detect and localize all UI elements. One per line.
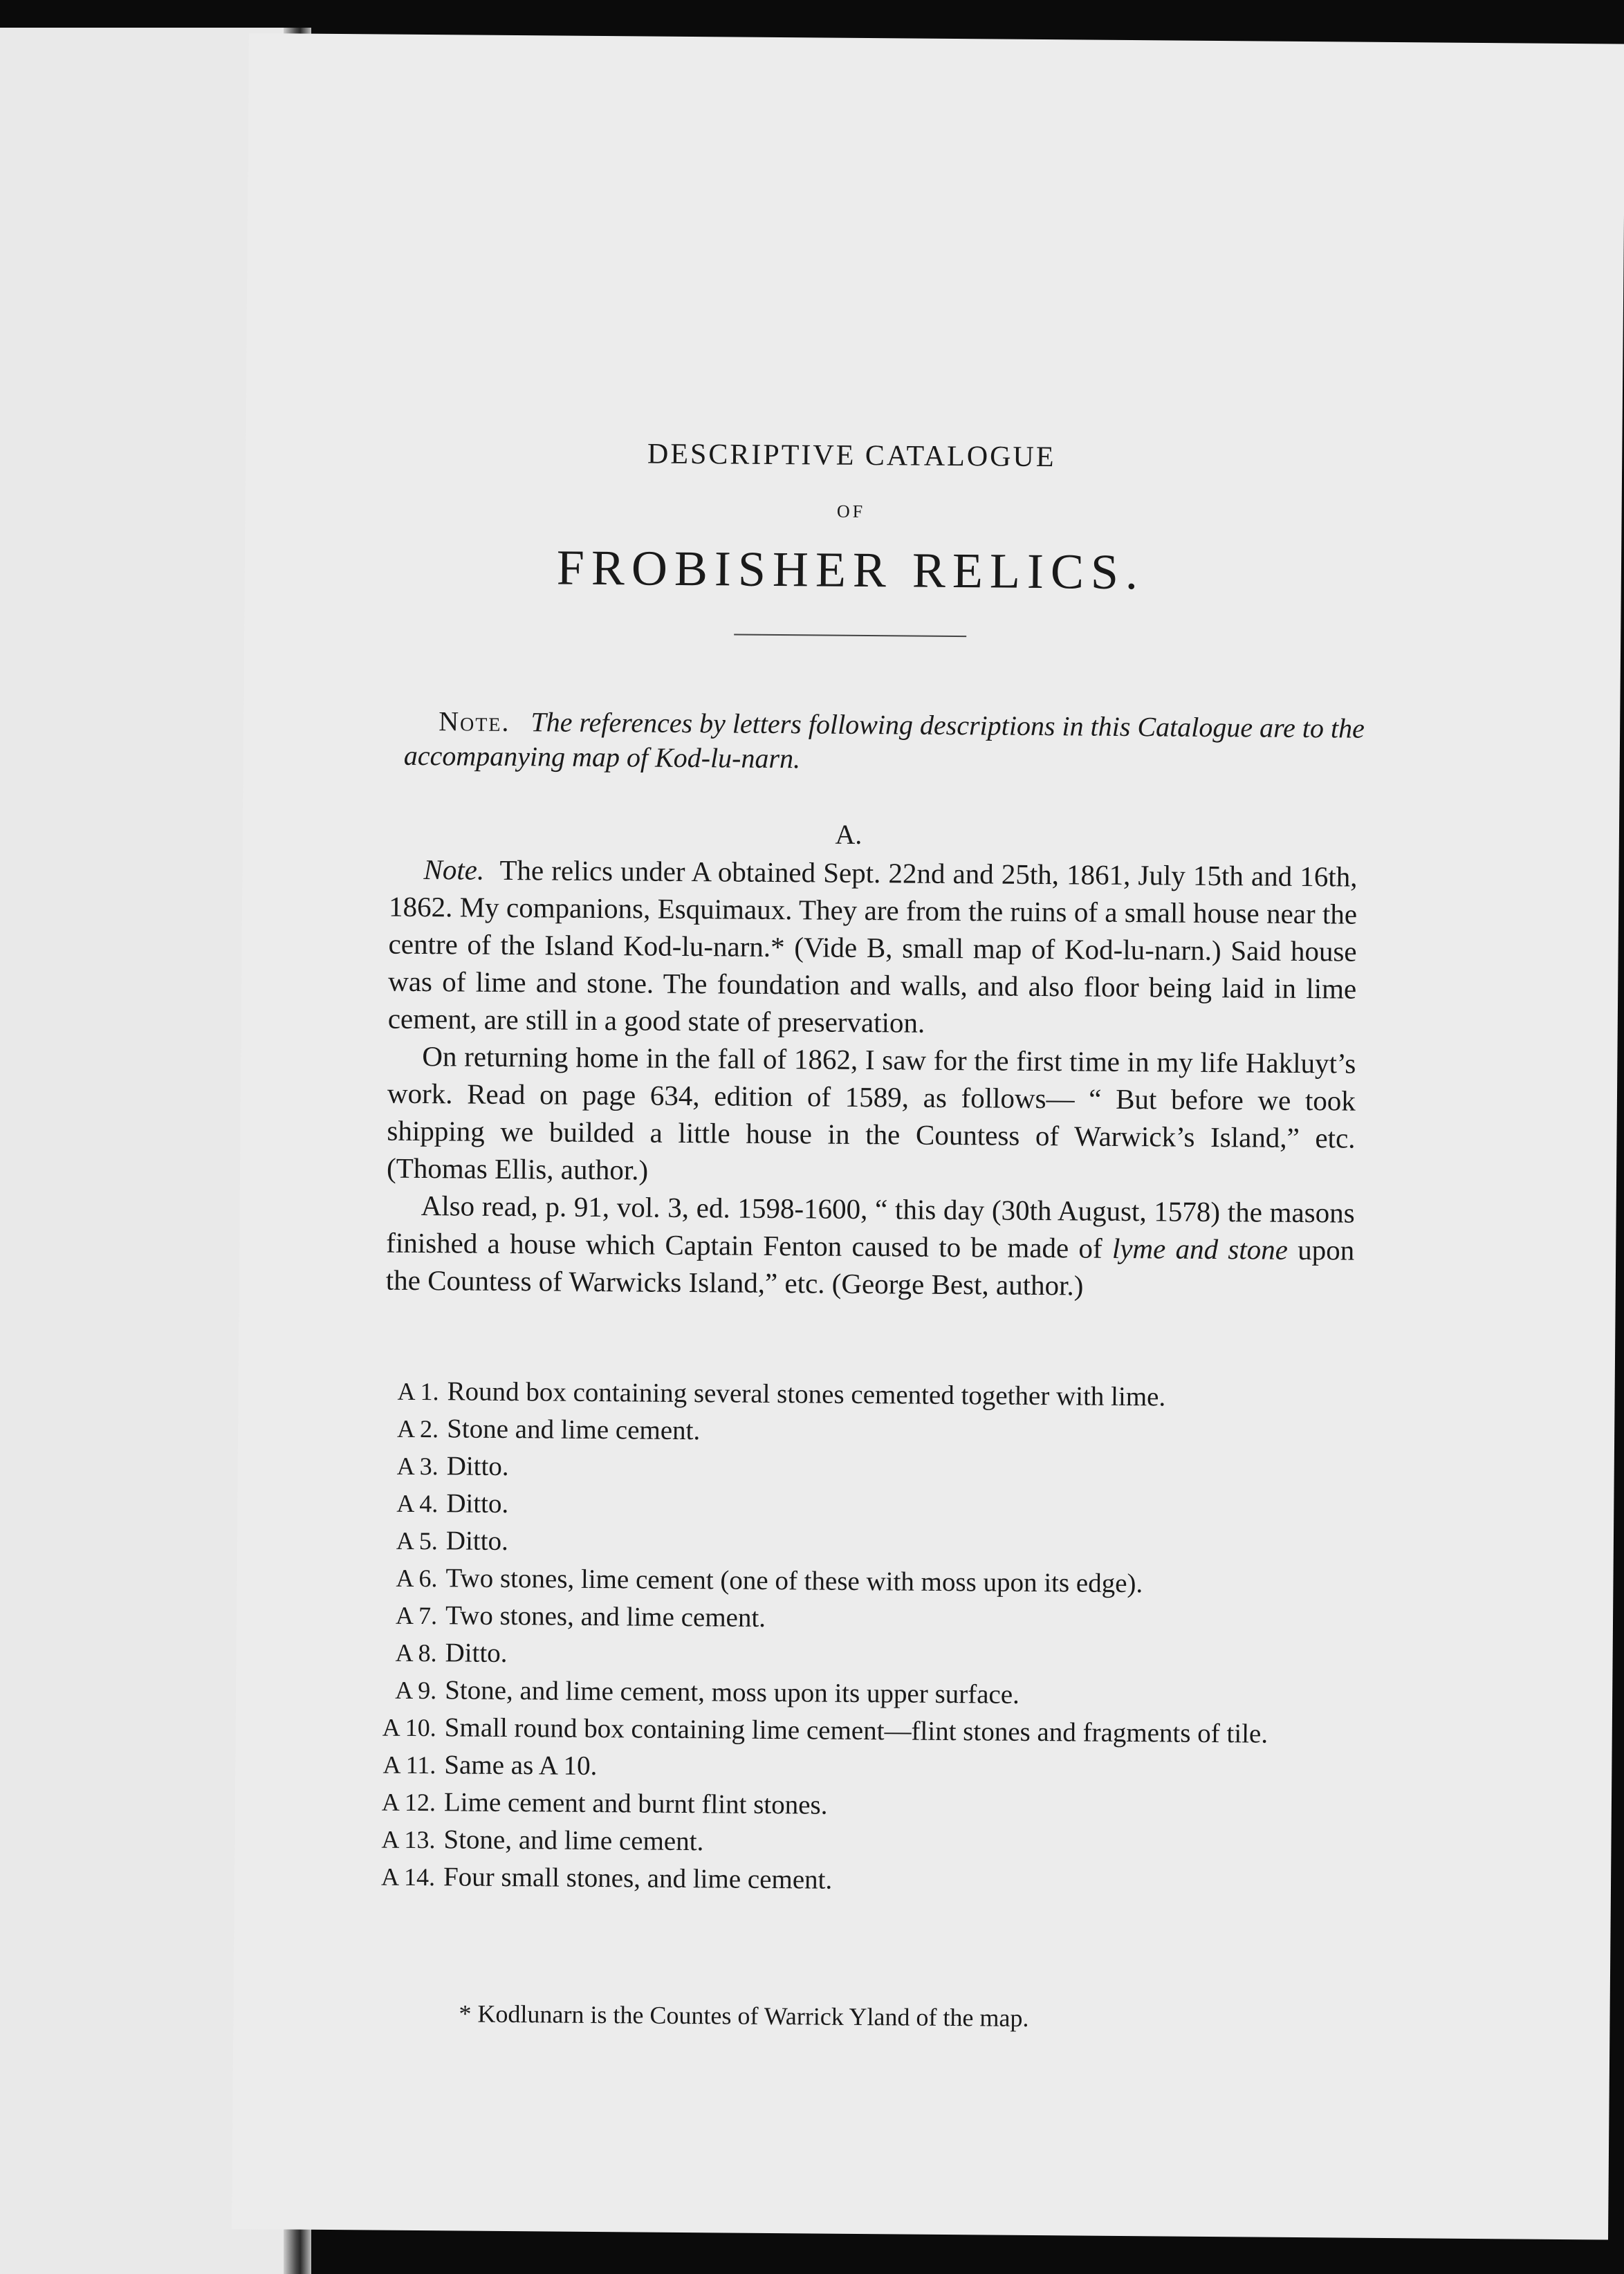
list-item — [369, 1409, 1338, 1454]
item-number: A 5. — [396, 1526, 439, 1555]
page-title: FROBISHER RELICS. — [556, 539, 1145, 600]
right-page — [232, 33, 1624, 2240]
item-text: Stone, and lime cement, moss upon its upper surface. — [445, 1675, 1020, 1710]
item-text: Stone and lime cement. — [446, 1414, 701, 1446]
item-number: A 12. — [381, 1788, 436, 1817]
section-body — [386, 851, 1358, 1306]
note-label: Note. — [439, 705, 510, 737]
footnote: * Kodlunarn is the Countes of Warrick Yland of the map. — [459, 1999, 1029, 2032]
reference-note — [404, 704, 1366, 781]
item-number: A 2. — [396, 1414, 439, 1443]
item-text: Two stones, and lime cement. — [445, 1600, 766, 1633]
list-item — [368, 1596, 1336, 1641]
item-number: A 8. — [395, 1638, 437, 1667]
item-number: A 1. — [397, 1377, 439, 1406]
item-number: A 3. — [396, 1452, 439, 1481]
of-heading: OF — [836, 501, 866, 522]
best-text-italic: lyme and stone — [1111, 1232, 1289, 1266]
item-number: A 4. — [396, 1489, 439, 1518]
item-number: A 14. — [380, 1862, 436, 1892]
best-paragraph — [386, 1187, 1355, 1306]
title-rule — [734, 634, 966, 638]
relic-list — [366, 1372, 1338, 1903]
section-heading: A. — [835, 818, 862, 850]
page-content — [371, 34, 1365, 2032]
item-text: Same as A 10. — [444, 1750, 598, 1782]
item-text: Four small stones, and lime cement. — [443, 1862, 833, 1895]
intro-text: The relics under A obtained Sept. 22nd and 25th, 1861, July 15th and 16th, 1862. My companions, Esquimaux. They are from the ruins of a small house near the centre of the Island Kod-lu-narn.* (Vide B, small map of Kod-lu-narn.) Said house was of lime and stone. The foundation and walls, and also floor being laid in lime cement, are still in a good state of preservation. — [387, 853, 1358, 1039]
hakluyt-paragraph: On returning home in the fall of 1862, I saw for the first time in my life Hakluyt’s work. Read on page 634, edition of 1589, as follows— “ But before we took shipping we builded a little house in the Countess of Warwick’s Island,” etc. (Thomas Ellis, author.) — [386, 1040, 1356, 1186]
item-text: Stone, and lime cement. — [443, 1824, 704, 1857]
item-text: Ditto. — [445, 1638, 508, 1669]
item-text: Ditto. — [446, 1451, 509, 1482]
item-number: A 9. — [395, 1676, 437, 1705]
item-number: A 7. — [395, 1601, 438, 1630]
item-text: Small round box containing lime cement—flint stones and fragments of tile. — [444, 1712, 1268, 1749]
item-text: Ditto. — [445, 1526, 508, 1557]
page-header — [366, 435, 1336, 640]
item-number: A 10. — [382, 1713, 436, 1742]
intro-paragraph — [388, 851, 1358, 1045]
note-text: The references by letters following descriptions in this Catalogue are to the accompanying map of Kod-lu-narn. — [403, 706, 1365, 775]
item-text: Two stones, lime cement (one of these with moss upon its edge). — [445, 1563, 1143, 1599]
best-text-start: Also read, p. 91, vol. 3, ed. 1598-1600, “ this day (30th August, 1578) the masons finished a house which Captain Fenton caused to be made of — [386, 1190, 1355, 1264]
catalogue-heading: DESCRIPTIVE CATALOGUE — [647, 438, 1056, 474]
item-text: Ditto. — [446, 1488, 509, 1519]
item-number: A 13. — [381, 1825, 436, 1854]
intro-label: Note. — [423, 853, 485, 886]
item-number: A 11. — [382, 1750, 436, 1780]
item-number: A 6. — [396, 1564, 438, 1593]
item-text: Lime cement and burnt flint stones. — [443, 1787, 828, 1820]
best-text-end: upon the Countess of Warwicks Island,” etc. (George Best, author.) — [385, 1233, 1355, 1302]
item-text: Round box containing several stones cemented together with lime. — [447, 1376, 1166, 1412]
list-item — [366, 1858, 1334, 1903]
